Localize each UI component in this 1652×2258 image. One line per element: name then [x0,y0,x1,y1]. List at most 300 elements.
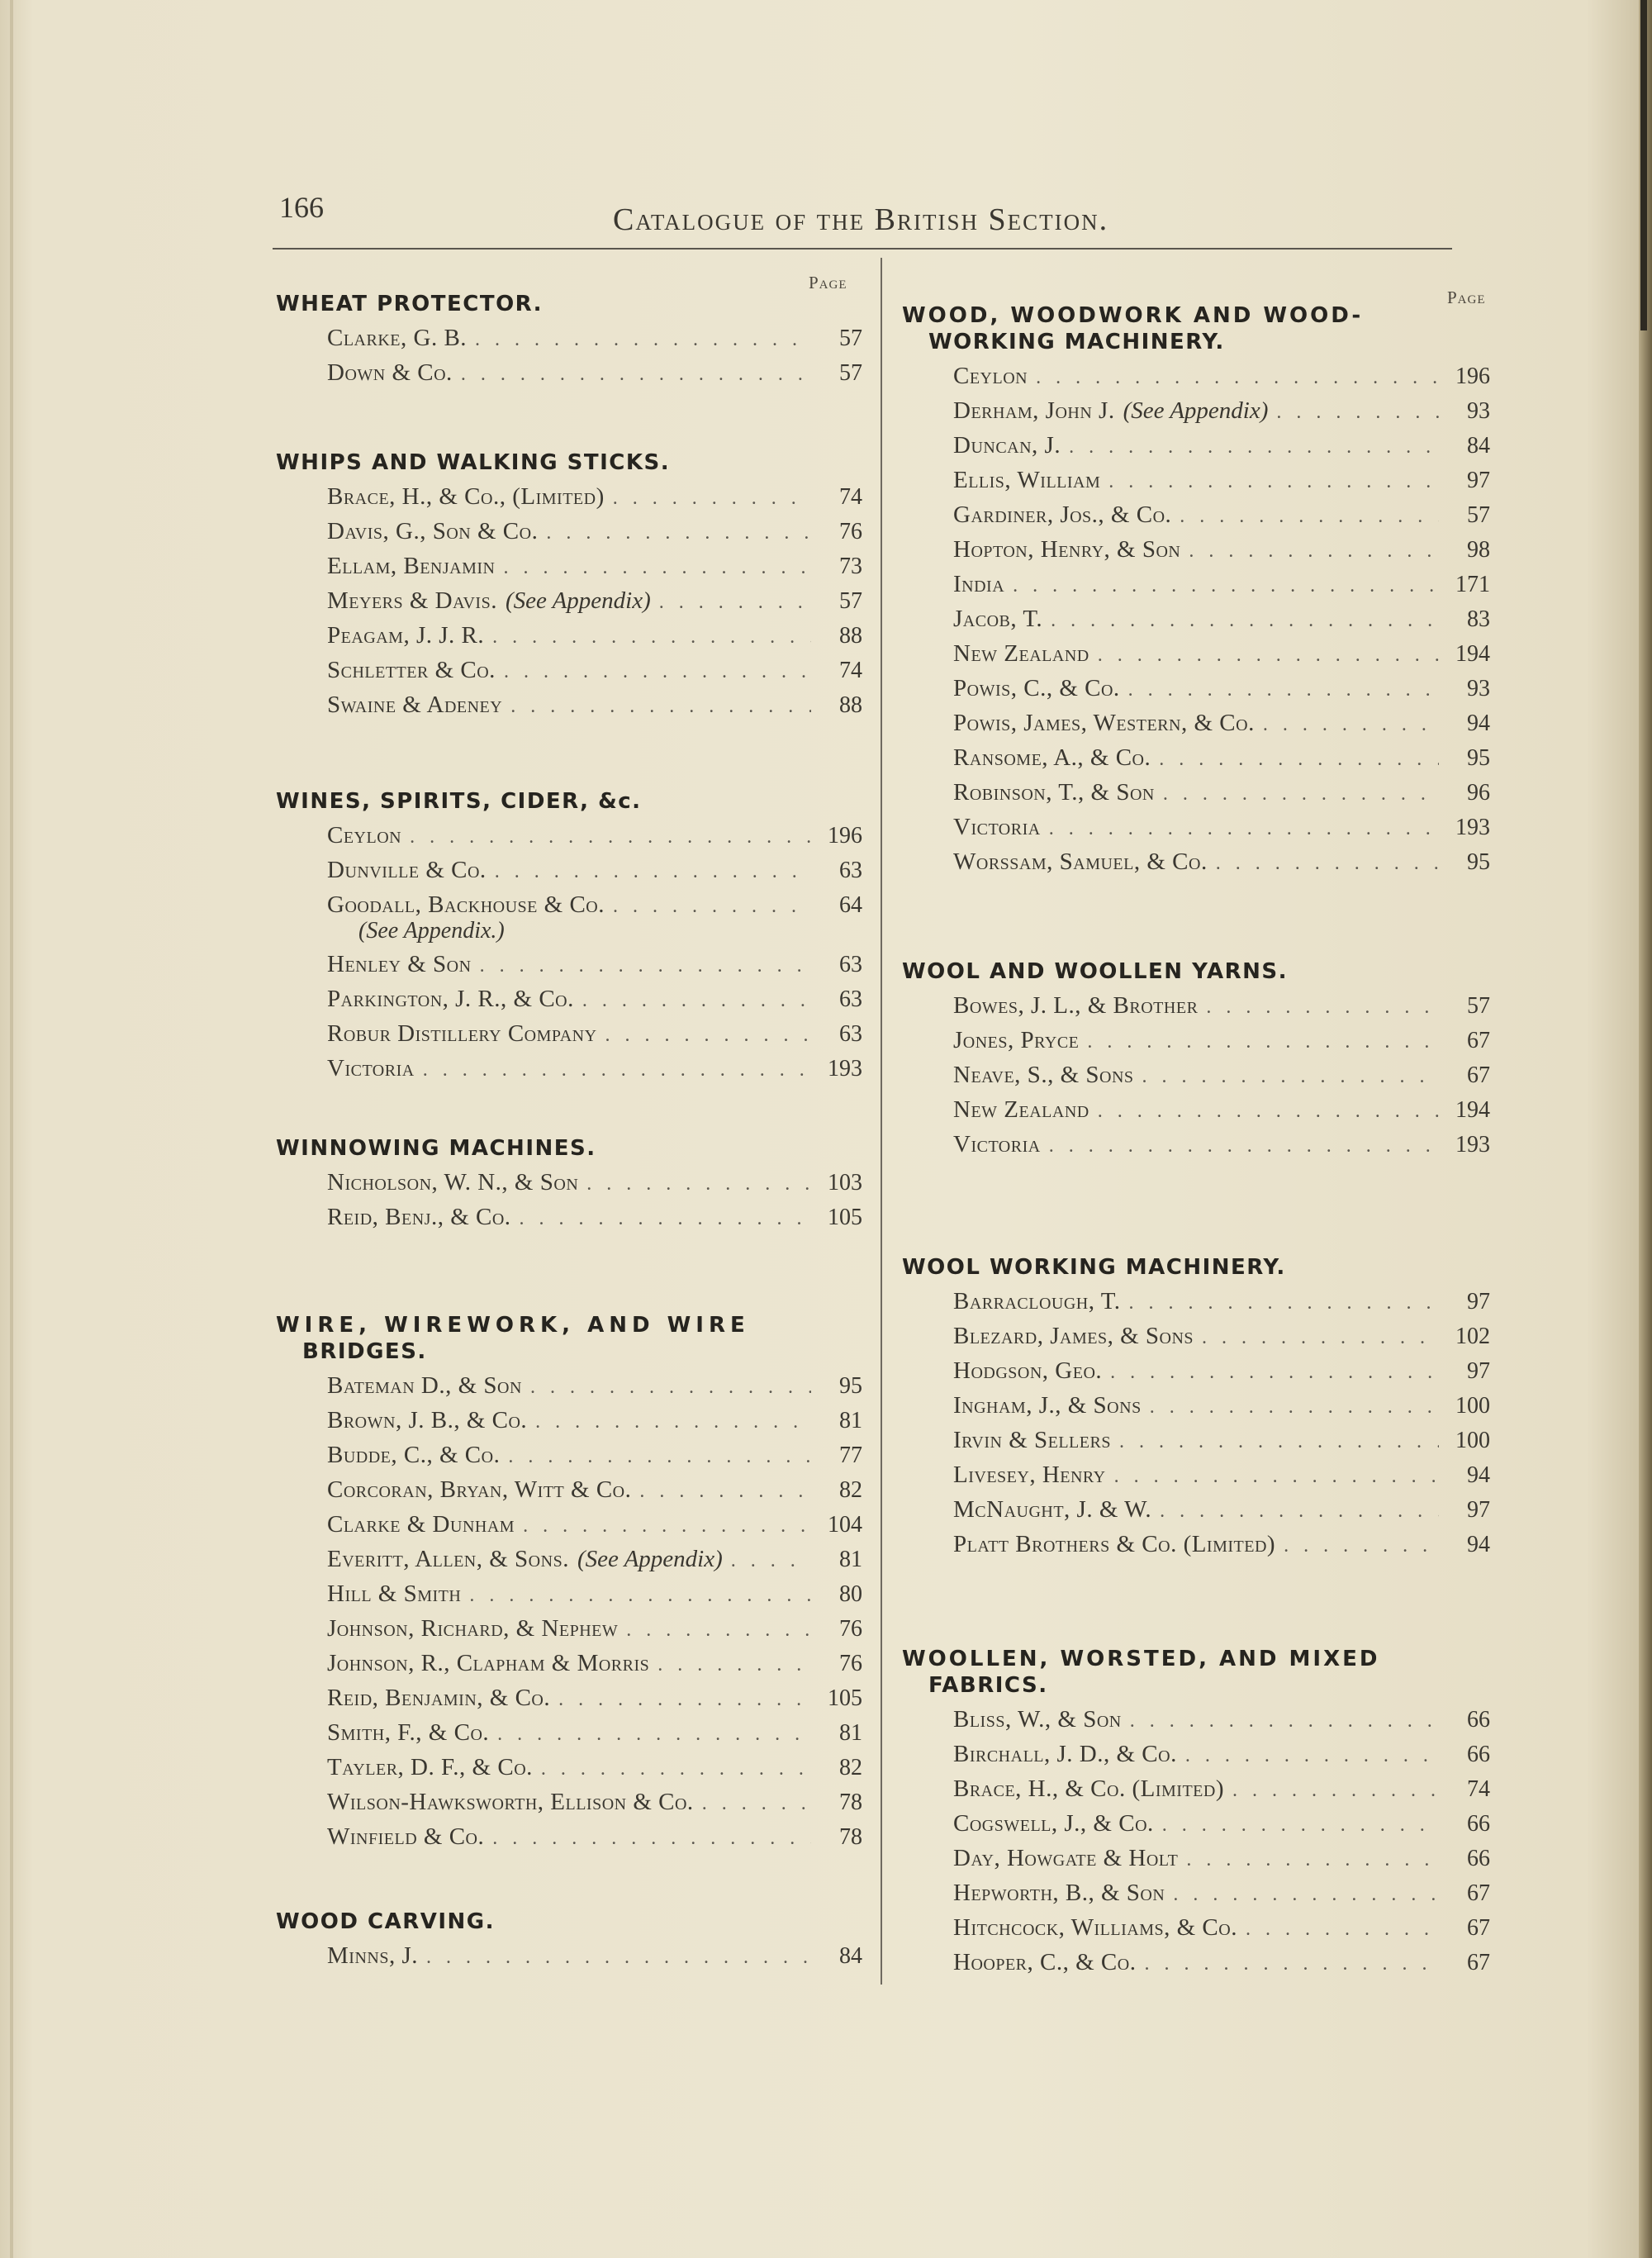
page-ref: 93 [1467,398,1490,424]
exhibitor-name: Hodgson, Geo. [953,1357,1103,1384]
page-ref: 67 [1467,1880,1490,1906]
page-ref: 74 [839,658,862,683]
list-item [902,706,1490,740]
appendix-note: (See Appendix.) [358,918,505,944]
dot-leader [1163,777,1439,811]
section-title: WHEAT PROTECTOR. [276,292,544,316]
list-item [902,1492,1490,1527]
entry-list [902,988,1490,1162]
exhibitor-name: Neave, S., & Sons [953,1062,1134,1088]
list-item [902,1527,1490,1562]
exhibitor-name: Goodall, Backhouse & Co. [327,891,605,918]
dot-leader [423,1053,811,1087]
exhibitor-name: Day, Howgate & Holt [953,1845,1179,1871]
list-item [902,601,1490,636]
list-item [902,671,1490,706]
appendix-note: (See Appendix) [577,1546,723,1572]
page-ref: 66 [1467,1742,1490,1767]
list-item [276,1938,862,1973]
exhibitor-name: Bowes, J. L., & Brother [953,992,1199,1019]
section-title-line: WORKING MACHINERY. [928,330,1225,354]
dot-leader [1202,1320,1439,1355]
exhibitor-name: Hepworth, B., & Son [953,1880,1165,1906]
list-item [902,1737,1490,1771]
dot-leader [1276,395,1439,430]
exhibitor-name: New Zealand [953,640,1089,667]
page-ref: 93 [1467,676,1490,701]
dot-leader [1098,638,1439,673]
dot-leader [1206,990,1439,1024]
exhibitor-name: Hopton, Henry, & Son [953,536,1181,563]
dot-leader [546,516,811,550]
page-column-label: Page [809,273,847,292]
page-ref: 95 [1467,849,1490,875]
page-ref: 193 [1455,1132,1490,1158]
list-item [902,1702,1490,1737]
dot-leader [586,1167,811,1201]
page-ref: 105 [828,1205,862,1230]
running-head: Catalogue of the British Section. [613,202,1109,237]
list-item [902,1423,1490,1457]
exhibitor-name: Winfield & Co. [327,1823,485,1850]
dot-leader [1069,430,1439,464]
section-title-line: WOOD, WOODWORK AND WOOD- [902,303,1364,328]
dot-leader [1142,1059,1439,1094]
entry-list [276,1938,862,1973]
dot-leader [731,1543,811,1578]
dot-leader [1128,673,1439,707]
exhibitor-name: Wilson-Hawksworth, Ellison & Co. [327,1789,694,1815]
list-item [902,1058,1490,1092]
page-ref: 97 [1467,1358,1490,1384]
exhibitor-name: Jones, Pryce [953,1027,1080,1053]
section-wool-woollen-yarns [902,958,1490,1162]
page-right-edge [1639,0,1652,2258]
list-item [276,1438,862,1472]
section-wines-spirits-cider [276,788,862,1086]
page-ref: 57 [839,326,862,351]
dot-leader [1162,1808,1439,1842]
dot-leader [426,1940,811,1975]
page-ref: 66 [1467,1811,1490,1837]
page-ref: 84 [839,1943,862,1969]
dot-leader [1185,1738,1439,1773]
section-title: WINES, SPIRITS, CIDER, &c. [276,789,642,814]
exhibitor-name: Peagam, J. J. R. [327,622,485,649]
list-item [276,618,862,653]
exhibitor-name: Swaine & Adeney [327,692,503,718]
list-item [902,428,1490,463]
page-ref: 82 [839,1755,862,1780]
page-ref: 66 [1467,1707,1490,1733]
list-item [902,532,1490,567]
exhibitor-name: Clarke & Dunham [327,1511,515,1538]
dot-leader [504,654,811,689]
page-ref: 100 [1455,1393,1490,1419]
list-item [902,810,1490,844]
list-item [276,1472,862,1507]
section-title [902,1646,1490,1699]
dot-leader [605,1018,811,1053]
exhibitor-name: Victoria [953,814,1041,840]
exhibitor-name: Robinson, T., & Son [953,779,1155,806]
dot-leader [1129,1286,1439,1320]
exhibitor-name: Derham, John J. [953,397,1115,424]
dot-leader [659,585,811,620]
page-ref: 94 [1467,1462,1490,1488]
dot-leader [613,481,811,516]
page-ref: 63 [839,858,862,883]
list-item [902,1353,1490,1388]
page-ref: 63 [839,986,862,1012]
dot-leader [1049,811,1439,846]
page-ref: 63 [839,1021,862,1047]
page-number: 166 [279,191,324,224]
page-ref: 88 [839,623,862,649]
page-ref: 74 [839,484,862,510]
list-item [902,1127,1490,1162]
page-ref: 104 [828,1512,862,1538]
page-ref: 64 [839,892,862,918]
list-item [902,1771,1490,1806]
list-item [276,514,862,549]
section-whips-walking-sticks [276,449,862,722]
page-ref: 81 [839,1720,862,1746]
dot-leader [626,1613,811,1647]
page-ref: 78 [839,1824,862,1850]
exhibitor-name: Ellis, William [953,467,1101,493]
exhibitor-name: Davis, G., Son & Co. [327,518,539,544]
page-ref: 57 [1467,993,1490,1019]
dot-leader [582,983,811,1018]
appendix-note: (See Appendix) [505,587,651,614]
exhibitor-name: Reid, Benjamin, & Co. [327,1685,551,1711]
page-ref: 80 [839,1581,862,1607]
column-divider [881,258,882,1985]
page-ref: 94 [1467,711,1490,736]
dot-leader [1051,603,1439,638]
list-item [276,1750,862,1785]
dot-leader [1087,1024,1439,1059]
dot-leader [1232,1773,1439,1808]
exhibitor-name: Brace, H., & Co., (Limited) [327,483,605,510]
list-item [276,1403,862,1438]
page-ref: 196 [828,823,862,849]
list-item [902,636,1490,671]
list-item [902,567,1490,601]
page-ref: 76 [839,519,862,544]
exhibitor-name: Minns, J. [327,1942,418,1969]
list-item [276,1051,862,1086]
exhibitor-name: Hitchcock, Williams, & Co. [953,1914,1237,1941]
exhibitor-name: Dunville & Co. [327,857,487,883]
section-title: WOOL WORKING MACHINERY. [902,1255,1286,1280]
exhibitor-name: Ransome, A., & Co. [953,744,1151,771]
exhibitor-name: Powis, James, Western, & Co. [953,710,1255,736]
dot-leader [1216,846,1439,881]
list-item [902,1910,1490,1945]
exhibitor-name: Bateman D., & Son [327,1372,522,1399]
dot-leader [1150,1390,1439,1424]
entry-list [276,1368,862,1854]
page-ref: 66 [1467,1846,1490,1871]
page-ref: 105 [828,1685,862,1711]
dot-leader [523,1509,811,1543]
page-column-label: Page [1447,288,1486,307]
dot-leader [1108,464,1439,499]
section-title-line: BRIDGES. [302,1339,427,1364]
exhibitor-name: Schletter & Co. [327,657,496,683]
list-item [276,583,862,618]
list-item [902,740,1490,775]
exhibitor-name: Gardiner, Jos., & Co. [953,502,1172,528]
exhibitor-name: Reid, Benj., & Co. [327,1204,511,1230]
exhibitor-name: Nicholson, W. N., & Son [327,1169,579,1196]
exhibitor-name: Johnson, R., Clapham & Morris [327,1650,650,1676]
exhibitor-name: Henley & Son [327,951,472,977]
exhibitor-name: Clarke, G. B. [327,325,468,351]
list-item [902,1806,1490,1841]
page-ref: 77 [839,1443,862,1468]
dot-leader [530,1370,811,1405]
list-item [276,853,862,887]
list-item [276,1680,862,1715]
page-ref: 76 [839,1616,862,1642]
exhibitor-name: Budde, C., & Co. [327,1442,501,1468]
page-ref: 96 [1467,780,1490,806]
exhibitor-name: Meyers & Davis. [327,587,497,614]
list-item [902,844,1490,879]
list-item [276,947,862,982]
page-ref: 102 [1455,1324,1490,1349]
page-ref: 67 [1467,1062,1490,1088]
list-item [276,1646,862,1680]
exhibitor-name: Powis, C., & Co. [953,675,1120,701]
page-ref: 57 [1467,502,1490,528]
list-item [276,1200,862,1234]
section-woollen-worsted-fabrics [902,1646,1490,1980]
list-item [276,1016,862,1051]
dot-leader [1114,1459,1439,1494]
exhibitor-name: Victoria [327,1055,415,1081]
page-ref: 81 [839,1408,862,1433]
exhibitor-name: Hill & Smith [327,1581,462,1607]
exhibitor-name: Blezard, James, & Sons [953,1323,1194,1349]
page-ref: 193 [1455,815,1490,840]
page-ref: 67 [1467,1950,1490,1975]
exhibitor-name: Jacob, T. [953,606,1043,632]
page-ref: 82 [839,1477,862,1503]
dot-leader [1036,360,1439,395]
dot-leader [410,820,811,854]
list-item [276,653,862,687]
page-ref: 78 [839,1790,862,1815]
page-ref: 83 [1467,606,1490,632]
list-item [902,1457,1490,1492]
section-title: WINNOWING MACHINES. [276,1136,596,1161]
list-item [902,1841,1490,1875]
list-item [276,687,862,722]
dot-leader [1144,1947,1439,1981]
page-ref: 57 [839,588,862,614]
dot-leader [613,889,811,924]
exhibitor-name: Everitt, Allen, & Sons. [327,1546,569,1572]
list-item [276,1611,862,1646]
dot-leader [1049,1129,1439,1163]
exhibitor-name: Ingham, J., & Sons [953,1392,1142,1419]
dot-leader [535,1405,811,1439]
section-title-line: WOOLLEN, WORSTED, AND MIXED [902,1647,1380,1671]
entry-list [276,818,862,1086]
header-rule [273,248,1452,250]
list-item [902,359,1490,393]
list-item [902,1875,1490,1910]
exhibitor-name: Ellam, Benjamin [327,553,496,579]
dot-leader [508,1439,811,1474]
dot-leader [1160,1494,1439,1528]
entry-list [902,359,1490,879]
dot-leader [1159,742,1439,777]
page-ref: 73 [839,554,862,579]
dot-leader [1130,1704,1439,1738]
entry-list [276,321,862,390]
exhibitor-name: India [953,571,1005,597]
exhibitor-name: Ceylon [327,822,402,849]
page-ref: 97 [1467,1289,1490,1314]
exhibitor-name: Irvin & Sellers [953,1427,1111,1453]
exhibitor-name: Brown, J. B., & Co. [327,1407,528,1433]
page-ref: 95 [839,1373,862,1399]
dot-leader [1284,1528,1439,1563]
section-wool-working-machinery [902,1254,1490,1562]
section-wood-woodwork [902,302,1490,879]
entry-list [276,479,862,722]
list-item [902,1945,1490,1980]
dot-leader [1180,499,1439,534]
list-item [902,775,1490,810]
section-title: WOOD CARVING. [276,1909,496,1934]
list-item [902,1319,1490,1353]
dot-leader [492,620,811,654]
section-wheat-protector [276,291,862,390]
dot-leader [558,1682,811,1717]
page-ref: 194 [1455,641,1490,667]
dot-leader [541,1752,811,1786]
exhibitor-name: Duncan, J. [953,432,1061,459]
exhibitor-name: Parkington, J. R., & Co. [327,986,574,1012]
list-item [902,497,1490,532]
list-item [902,393,1490,428]
page-ref: 81 [839,1547,862,1572]
dot-leader [1263,707,1439,742]
list-item [276,818,862,853]
section-title [902,302,1490,355]
dot-leader [469,1578,811,1613]
section-title-line: WIRE, WIREWORK, AND WIRE [276,1313,750,1338]
exhibitor-name: Johnson, Richard, & Nephew [327,1615,619,1642]
dot-leader [495,854,811,889]
section-wire-wirework [276,1312,862,1854]
section-title: WHIPS AND WALKING STICKS. [276,450,671,475]
dot-leader [475,322,811,357]
dot-leader [1013,568,1439,603]
dot-leader [1110,1355,1439,1390]
exhibitor-name: Smith, F., & Co. [327,1719,490,1746]
dot-leader [1173,1877,1439,1912]
section-winnowing-machines [276,1135,862,1234]
page-ref: 88 [839,692,862,718]
dot-leader [1119,1424,1439,1459]
page-ref: 100 [1455,1428,1490,1453]
dot-leader [510,689,811,724]
exhibitor-name: Livesey, Henry [953,1462,1106,1488]
list-item [276,549,862,583]
page-ref: 63 [839,952,862,977]
list-item [902,1284,1490,1319]
list-item [276,479,862,514]
exhibitor-name: McNaught, J. & W. [953,1496,1152,1523]
dot-leader [1189,534,1439,568]
exhibitor-name: Ceylon [953,363,1028,389]
list-item [276,1507,862,1542]
list-item [276,1715,862,1750]
dot-leader [461,357,811,392]
dot-leader [520,1201,811,1236]
page-ref: 67 [1467,1915,1490,1941]
section-wood-carving [276,1909,862,1973]
dot-leader [702,1786,811,1821]
list-item [902,988,1490,1023]
page-ref: 193 [828,1056,862,1081]
dot-leader [1186,1842,1439,1877]
page-ref: 95 [1467,745,1490,771]
exhibitor-name: Victoria [953,1131,1041,1158]
dot-leader [504,550,812,585]
binding-edge [1640,0,1647,330]
section-title: WOOL AND WOOLLEN YARNS. [902,959,1288,984]
page-ref: 67 [1467,1028,1490,1053]
page-ref: 196 [1455,364,1490,389]
entry-list [276,1165,862,1234]
list-item [276,1368,862,1403]
page-ref: 94 [1467,1532,1490,1557]
page-ref: 57 [839,360,862,386]
page-ref: 76 [839,1651,862,1676]
list-item [276,1542,862,1576]
list-item [276,1576,862,1611]
exhibitor-name: New Zealand [953,1096,1089,1123]
exhibitor-name: Platt Brothers & Co. (Limited) [953,1531,1276,1557]
exhibitor-name: Brace, H., & Co. (Limited) [953,1776,1224,1802]
appendix-note: (See Appendix) [1123,397,1269,424]
list-item [276,355,862,390]
exhibitor-name: Corcoran, Bryan, Witt & Co. [327,1476,632,1503]
page-left-edge [10,0,13,2258]
dot-leader [492,1821,811,1856]
dot-leader [657,1647,811,1682]
dot-leader [1246,1912,1439,1947]
page-ref: 98 [1467,537,1490,563]
list-item [276,1165,862,1200]
exhibitor-name: Worssam, Samuel, & Co. [953,849,1208,875]
exhibitor-name: Birchall, J. D., & Co. [953,1741,1177,1767]
list-item [276,1819,862,1854]
list-item [276,982,862,1016]
page-ref: 97 [1467,1497,1490,1523]
exhibitor-name: Down & Co. [327,359,453,386]
dot-leader [639,1474,811,1509]
section-title-line: FABRICS. [928,1673,1048,1698]
